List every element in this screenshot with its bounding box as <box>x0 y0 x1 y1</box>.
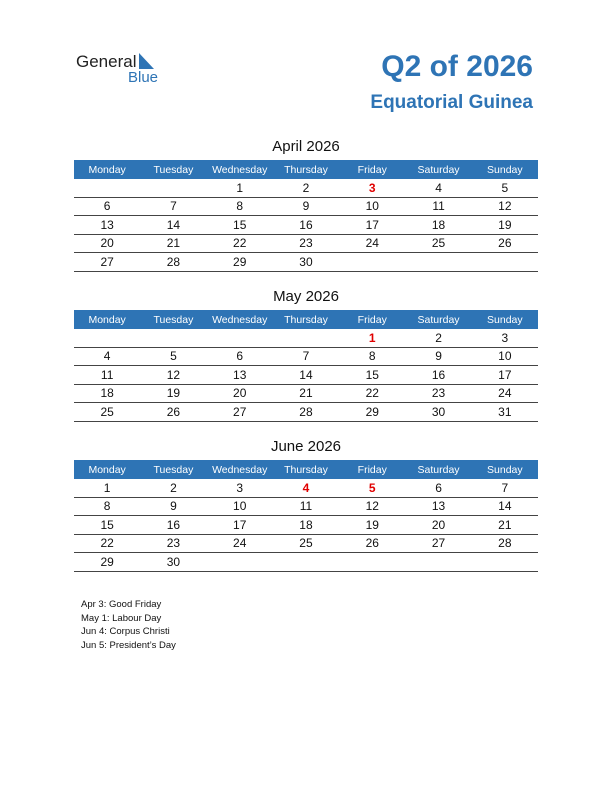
day-cell: 14 <box>140 216 206 235</box>
day-cell: 21 <box>472 516 538 535</box>
day-cell: 8 <box>74 497 140 516</box>
day-cell: 7 <box>140 197 206 216</box>
day-cell: 19 <box>472 216 538 235</box>
day-cell: 12 <box>339 497 405 516</box>
day-cell: 5 <box>140 347 206 366</box>
day-cell: 10 <box>339 197 405 216</box>
empty-day-cell <box>74 179 140 197</box>
week-row <box>74 553 538 572</box>
day-cell: 13 <box>207 366 273 385</box>
day-cell: 3 <box>207 479 273 497</box>
weekday-header: Wednesday <box>207 460 273 479</box>
day-cell: 25 <box>74 403 140 422</box>
weekday-header: Tuesday <box>140 310 206 329</box>
week-row <box>74 497 538 516</box>
day-cell: 20 <box>207 384 273 403</box>
week-row <box>74 534 538 553</box>
empty-day-cell <box>339 253 405 272</box>
day-cell: 3 <box>472 329 538 347</box>
month-calendar-april <box>74 138 538 272</box>
day-cell: 14 <box>472 497 538 516</box>
day-cell: 8 <box>339 347 405 366</box>
day-cell: 26 <box>339 534 405 553</box>
logo-text-general: General <box>76 52 137 71</box>
weekday-header: Monday <box>74 460 140 479</box>
day-cell: 28 <box>273 403 339 422</box>
week-row <box>74 329 538 347</box>
day-cell: 23 <box>273 234 339 253</box>
day-cell: 6 <box>74 197 140 216</box>
day-cell: 4 <box>74 347 140 366</box>
weekday-header: Friday <box>339 310 405 329</box>
day-cell: 1 <box>74 479 140 497</box>
day-cell: 18 <box>74 384 140 403</box>
country-name: Equatorial Guinea <box>370 92 533 113</box>
weekday-header: Sunday <box>472 310 538 329</box>
day-cell: 11 <box>405 197 471 216</box>
weekday-header: Thursday <box>273 460 339 479</box>
holiday-item: Apr 3: Good Friday <box>81 599 162 610</box>
day-cell: 5 <box>339 479 405 497</box>
day-cell: 10 <box>472 347 538 366</box>
weekday-header: Tuesday <box>140 460 206 479</box>
day-cell: 22 <box>339 384 405 403</box>
day-cell: 4 <box>405 179 471 197</box>
day-cell: 15 <box>339 366 405 385</box>
week-row <box>74 366 538 385</box>
holiday-item: Jun 4: Corpus Christi <box>81 626 170 637</box>
day-cell: 17 <box>339 216 405 235</box>
day-cell: 17 <box>207 516 273 535</box>
weekday-header-row <box>74 160 538 179</box>
day-cell: 24 <box>207 534 273 553</box>
month-calendar-may <box>74 288 538 422</box>
month-calendar-june <box>74 438 538 572</box>
weekday-header: Friday <box>339 460 405 479</box>
weekday-header: Thursday <box>273 160 339 179</box>
generalblue-logo <box>76 52 176 88</box>
week-row <box>74 253 538 272</box>
day-cell: 20 <box>74 234 140 253</box>
empty-day-cell <box>74 329 140 347</box>
day-cell: 7 <box>472 479 538 497</box>
day-cell: 30 <box>273 253 339 272</box>
day-cell: 19 <box>339 516 405 535</box>
empty-day-cell <box>273 329 339 347</box>
day-cell: 31 <box>472 403 538 422</box>
empty-day-cell <box>140 329 206 347</box>
day-cell: 5 <box>472 179 538 197</box>
holiday-list <box>81 598 176 652</box>
day-cell: 18 <box>273 516 339 535</box>
day-cell: 15 <box>207 216 273 235</box>
week-row <box>74 197 538 216</box>
week-row <box>74 179 538 197</box>
day-cell: 23 <box>140 534 206 553</box>
weekday-header: Thursday <box>273 310 339 329</box>
empty-day-cell <box>207 329 273 347</box>
week-row <box>74 216 538 235</box>
day-cell: 28 <box>140 253 206 272</box>
logo-text-blue: Blue <box>128 69 159 86</box>
weekday-header: Saturday <box>405 310 471 329</box>
day-cell: 4 <box>273 479 339 497</box>
week-row <box>74 479 538 497</box>
day-cell: 2 <box>273 179 339 197</box>
day-cell: 30 <box>405 403 471 422</box>
day-cell: 20 <box>405 516 471 535</box>
day-cell: 14 <box>273 366 339 385</box>
weekday-header: Saturday <box>405 460 471 479</box>
empty-day-cell <box>472 553 538 572</box>
empty-day-cell <box>405 553 471 572</box>
week-row <box>74 403 538 422</box>
weekday-header: Sunday <box>472 460 538 479</box>
day-cell: 12 <box>140 366 206 385</box>
day-cell: 21 <box>273 384 339 403</box>
empty-day-cell <box>140 179 206 197</box>
week-row <box>74 234 538 253</box>
day-cell: 27 <box>74 253 140 272</box>
day-cell: 2 <box>140 479 206 497</box>
day-cell: 16 <box>273 216 339 235</box>
day-cell: 27 <box>405 534 471 553</box>
day-cell: 11 <box>74 366 140 385</box>
day-cell: 1 <box>207 179 273 197</box>
day-cell: 26 <box>472 234 538 253</box>
day-cell: 24 <box>472 384 538 403</box>
week-row <box>74 347 538 366</box>
day-cell: 16 <box>405 366 471 385</box>
day-cell: 28 <box>472 534 538 553</box>
empty-day-cell <box>472 253 538 272</box>
day-cell: 21 <box>140 234 206 253</box>
page-title: Q2 of 2026 <box>381 50 533 83</box>
day-cell: 23 <box>405 384 471 403</box>
weekday-header: Monday <box>74 310 140 329</box>
weekday-header: Monday <box>74 160 140 179</box>
day-cell: 13 <box>405 497 471 516</box>
empty-day-cell <box>207 553 273 572</box>
day-cell: 26 <box>140 403 206 422</box>
day-cell: 24 <box>339 234 405 253</box>
day-cell: 13 <box>74 216 140 235</box>
weekday-header-row <box>74 460 538 479</box>
calendar-table <box>74 310 538 422</box>
weekday-header: Sunday <box>472 160 538 179</box>
weekday-header: Saturday <box>405 160 471 179</box>
day-cell: 29 <box>74 553 140 572</box>
day-cell: 8 <box>207 197 273 216</box>
week-row <box>74 516 538 535</box>
day-cell: 10 <box>207 497 273 516</box>
calendar-table <box>74 460 538 572</box>
day-cell: 27 <box>207 403 273 422</box>
month-title: June 2026 <box>270 438 342 455</box>
day-cell: 25 <box>273 534 339 553</box>
day-cell: 29 <box>339 403 405 422</box>
empty-day-cell <box>405 253 471 272</box>
day-cell: 2 <box>405 329 471 347</box>
day-cell: 16 <box>140 516 206 535</box>
day-cell: 30 <box>140 553 206 572</box>
day-cell: 18 <box>405 216 471 235</box>
day-cell: 9 <box>140 497 206 516</box>
weekday-header-row <box>74 310 538 329</box>
day-cell: 6 <box>207 347 273 366</box>
day-cell: 7 <box>273 347 339 366</box>
weekday-header: Wednesday <box>207 160 273 179</box>
holiday-item: Jun 5: President’s Day <box>81 639 176 651</box>
day-cell: 12 <box>472 197 538 216</box>
day-cell: 22 <box>74 534 140 553</box>
day-cell: 17 <box>472 366 538 385</box>
empty-day-cell <box>339 553 405 572</box>
calendar-table <box>74 160 538 272</box>
day-cell: 19 <box>140 384 206 403</box>
day-cell: 9 <box>273 197 339 216</box>
empty-day-cell <box>273 553 339 572</box>
day-cell: 29 <box>207 253 273 272</box>
day-cell: 1 <box>339 329 405 347</box>
weekday-header: Friday <box>339 160 405 179</box>
day-cell: 15 <box>74 516 140 535</box>
weekday-header: Tuesday <box>140 160 206 179</box>
day-cell: 6 <box>405 479 471 497</box>
weekday-header: Wednesday <box>207 310 273 329</box>
day-cell: 25 <box>405 234 471 253</box>
month-title: May 2026 <box>273 288 339 305</box>
day-cell: 22 <box>207 234 273 253</box>
day-cell: 11 <box>273 497 339 516</box>
day-cell: 9 <box>405 347 471 366</box>
week-row <box>74 384 538 403</box>
month-title: April 2026 <box>272 138 340 155</box>
holiday-item: May 1: Labour Day <box>81 612 162 624</box>
day-cell: 3 <box>339 179 405 197</box>
